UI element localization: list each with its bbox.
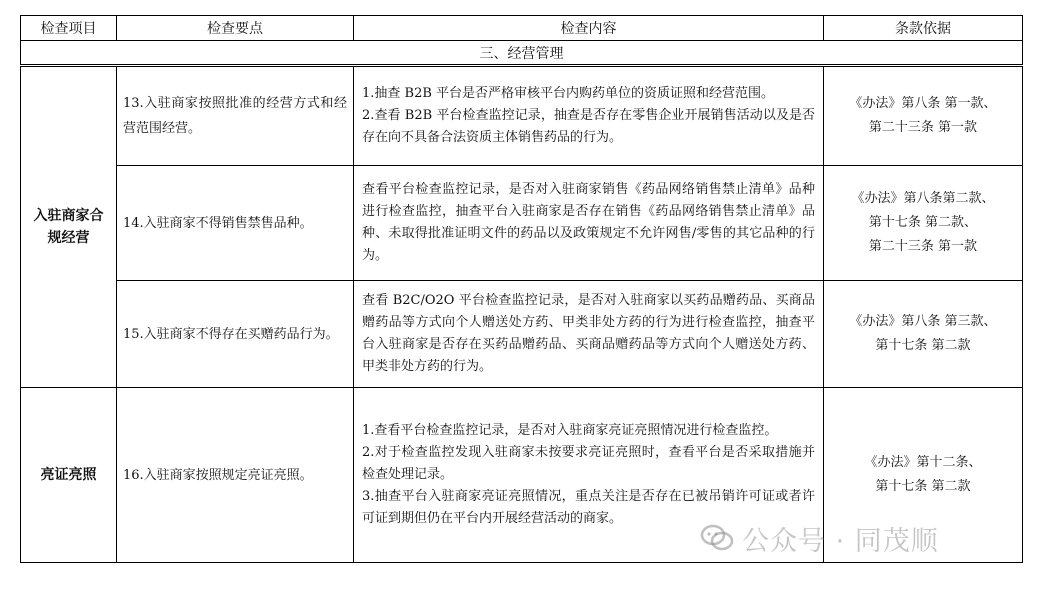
- basis-line: 《办法》第八条 第一款、: [849, 96, 997, 111]
- inspection-table: [20, 15, 1023, 563]
- basis-line: 第二十三条 第一款: [868, 239, 978, 254]
- point-cell: 14.入驻商家不得销售禁售品种。: [117, 166, 354, 281]
- table-row: [21, 66, 1023, 166]
- table-row: [21, 166, 1023, 281]
- basis-cell: [824, 281, 1023, 388]
- header-item: 检查项目: [21, 16, 117, 41]
- content-line: 1.抽查 B2B 平台是否严格审核平台内购药单位的资质证照和经营范围。: [362, 86, 775, 101]
- basis-line: 《办法》第八条第二款、: [851, 191, 995, 206]
- content-line: 2.对于检查监控发现入驻商家未按要求亮证亮照时，查看平台是否采取措施并检查处理记录。: [362, 445, 815, 482]
- basis-line: 第二十三条 第一款: [868, 120, 978, 135]
- basis-line: 《办法》第十二条、: [864, 455, 982, 470]
- point-cell: 16.入驻商家按照规定亮证亮照。: [117, 388, 354, 563]
- basis-line: 第十七条 第二款、: [868, 215, 978, 230]
- content-cell: [354, 66, 824, 166]
- group-compliance: 入驻商家合规经营: [21, 66, 117, 388]
- basis-line: 第十七条 第二款: [875, 479, 971, 494]
- header-row: [21, 16, 1023, 41]
- content-line: 查看平台检查监控记录，是否对入驻商家销售《药品网络销售禁止清单》品种进行检查监控，抽查平台入驻商家是否存在销售《药品网络销售禁止清单》品种、未取得批准证明文件的药品以及政策规定不允许网售/零售的其它品种的行为。: [362, 182, 815, 263]
- basis-line: 《办法》第八条 第三款、: [849, 314, 997, 329]
- group-license-display: 亮证亮照: [21, 388, 117, 563]
- section-title: 三、经营管理: [21, 41, 1023, 66]
- header-point: 检查要点: [117, 16, 354, 41]
- content-cell: [354, 281, 824, 388]
- watermark-text: 公众号 · 同茂顺: [742, 525, 939, 557]
- table-row: [21, 281, 1023, 388]
- content-cell: [354, 166, 824, 281]
- content-line: 1.查看平台检查监控记录，是否对入驻商家亮证亮照情况进行检查监控。: [362, 423, 778, 438]
- basis-line: 第十七条 第二款: [875, 338, 971, 353]
- section-row: [21, 41, 1023, 66]
- header-content: 检查内容: [354, 16, 824, 41]
- content-line: 查看 B2C/O2O 平台检查监控记录，是否对入驻商家以买药品赠药品、买商品赠药品等方式向个人赠送处方药、甲类非处方药的行为进行检查监控，抽查平台入驻商家是否存在买药品赠药品、买商品赠药品等方式向个人赠送处方药、甲类非处方药的行为。: [362, 293, 815, 374]
- table-row: [21, 388, 1023, 563]
- basis-cell: [824, 388, 1023, 563]
- content-line: 3.抽查平台入驻商家亮证亮照情况，重点关注是否存在已被吊销许可证或者许可证到期但仍在平台内开展经营活动的商家。: [362, 489, 815, 526]
- content-cell: [354, 388, 824, 563]
- header-basis: 条款依据: [824, 16, 1023, 41]
- content-line: 2.查看 B2B 平台检查监控记录，抽查是否存在零售企业开展销售活动以及是否存在向不具备合法资质主体销售药品的行为。: [362, 108, 815, 145]
- basis-cell: [824, 166, 1023, 281]
- point-cell: 15.入驻商家不得存在买赠药品行为。: [117, 281, 354, 388]
- basis-cell: [824, 66, 1023, 166]
- point-cell: 13.入驻商家按照批准的经营方式和经营范围经营。: [117, 66, 354, 166]
